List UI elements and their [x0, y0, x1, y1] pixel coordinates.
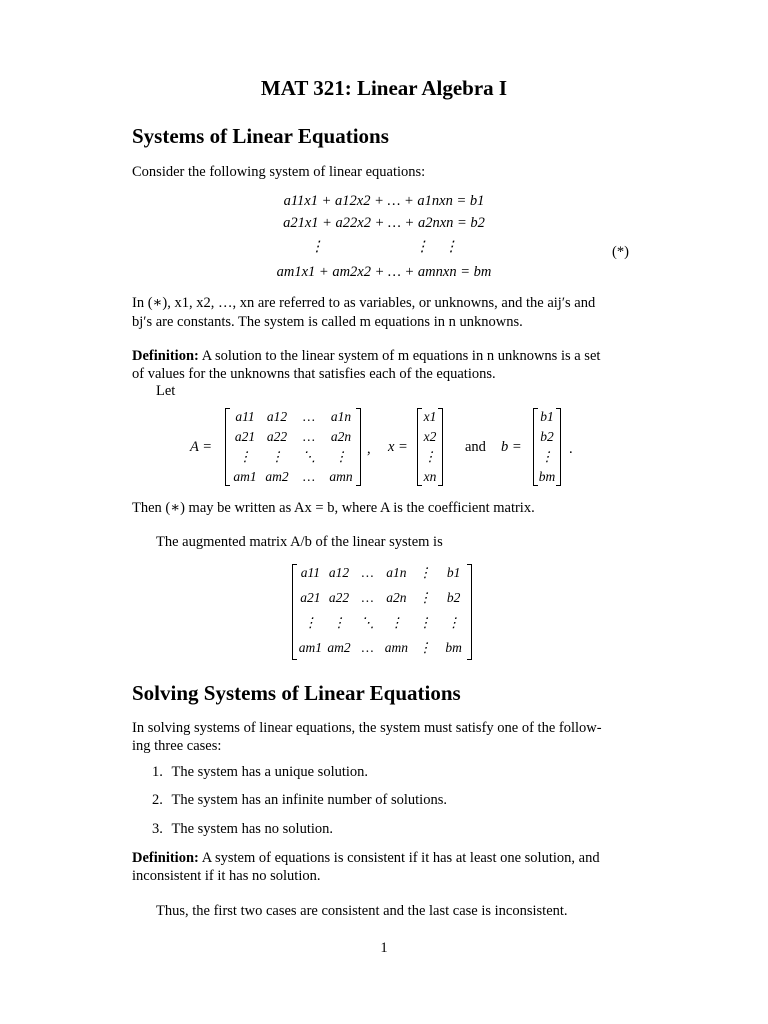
- definition-text: A solution to the linear system of m equations in n unknowns is a set: [201, 348, 601, 364]
- matrix-entry: a2n: [330, 429, 352, 444]
- page-title: MAT 321: Linear Algebra I: [260, 76, 508, 100]
- let-text: Let: [156, 383, 176, 399]
- matrix-entry: …: [302, 409, 315, 424]
- list-item: [152, 764, 368, 781]
- section-heading-systems: Systems of Linear Equations: [132, 124, 389, 148]
- list-item: [152, 821, 333, 838]
- matrix-entry: amn: [329, 469, 353, 484]
- list-item: [152, 792, 447, 809]
- augmented-matrix: [292, 564, 472, 660]
- definition-solution-line1: [132, 347, 638, 365]
- matrix-comma: ,: [367, 441, 371, 457]
- equation-row-2: a21x1 + a22x2 + … + a2nxn = b2: [283, 215, 485, 231]
- list-text: The system has no solution.: [171, 821, 334, 837]
- matrix-entry: x2: [423, 429, 437, 444]
- matrix-entry: x1: [423, 409, 437, 424]
- matrix-period: .: [569, 441, 573, 457]
- matrix-entry: a21: [234, 429, 256, 444]
- solving-intro-line2: ing three cases:: [132, 738, 222, 754]
- page-number: 1: [380, 940, 388, 956]
- list-number: 3.: [152, 821, 163, 837]
- matrix-entry: a11: [300, 565, 320, 580]
- matrix-entry: a21: [300, 590, 321, 605]
- intro-paragraph: Consider the following system of linear equations:: [132, 164, 426, 180]
- equation-row-1: a11x1 + a12x2 + … + a1nxn = b1: [283, 193, 485, 209]
- matrix-entry: ⋮: [334, 449, 348, 464]
- conclusion-paragraph: Thus, the first two cases are consistent and the last case is inconsistent.: [156, 903, 568, 919]
- matrix-entry: a2n: [386, 590, 407, 605]
- definition-consistent-line2: inconsistent if it has no solution.: [132, 868, 321, 884]
- matrix-entry: ⋮: [270, 449, 284, 464]
- matrix-entry: a11: [235, 409, 255, 424]
- matrix-entry: b2: [446, 590, 461, 605]
- matrix-entry: …: [361, 590, 374, 605]
- matrix-entry: a12: [266, 409, 288, 424]
- matrix-entry: bm: [445, 640, 462, 655]
- solving-intro-line1: In solving systems of linear equations, the system must satisfy one of the follow-: [132, 720, 602, 736]
- matrix-entry: a22: [266, 429, 288, 444]
- matrix-entry: ⋮: [303, 615, 318, 630]
- augmented-intro: The augmented matrix A/b of the linear system is: [156, 534, 443, 550]
- list-number: 1.: [152, 764, 163, 780]
- matrix-entry: a22: [328, 590, 350, 605]
- matrix-entry: ⋮: [332, 615, 346, 630]
- then-paragraph: Then (∗) may be written as Ax = b, where A is the coefficient matrix.: [132, 500, 535, 516]
- variables-paragraph-line1: In (∗), x1, x2, …, xn are referred to as variables, or unknowns, and the aij′s and: [132, 295, 596, 311]
- matrix-entry: xn: [423, 469, 437, 484]
- matrix-entry: am2: [265, 469, 289, 484]
- matrix-entry: am1: [298, 640, 322, 655]
- matrix-entry: ⋮: [446, 615, 461, 630]
- definition-consistent-line1: [132, 849, 638, 867]
- matrix-entry: ⋱: [360, 615, 375, 630]
- matrix-entry: …: [361, 565, 374, 580]
- equation-row-m: am1x1 + am2x2 + … + amnxn = bm: [276, 264, 492, 280]
- matrix-entry: …: [302, 469, 315, 484]
- matrix-entry: b1: [540, 409, 554, 424]
- matrix-entry: am2: [327, 640, 351, 655]
- matrix-entry: amn: [384, 640, 408, 655]
- matrix-entry: ⋮: [418, 640, 432, 655]
- matrix-entry: ⋱: [302, 449, 316, 464]
- list-text: The system has an infinite number of solutions.: [171, 792, 447, 808]
- matrix-entry: …: [361, 640, 374, 655]
- matrix-entry: bm: [538, 469, 556, 484]
- equation-row-dots: ⋮ ⋮ ⋮: [309, 239, 459, 255]
- matrix-entry: a1n: [330, 409, 352, 424]
- matrix-entry: a1n: [386, 565, 407, 580]
- list-text: The system has a unique solution.: [171, 764, 369, 780]
- matrix-entry: b2: [540, 429, 554, 444]
- and-text: and: [465, 439, 486, 455]
- vector-x-label: x =: [388, 439, 408, 455]
- equation-label: (*): [612, 244, 629, 260]
- matrix-entry: ⋮: [423, 449, 437, 464]
- variables-paragraph-line2: bj′s are constants. The system is called m equations in n unknowns.: [132, 314, 523, 330]
- definition-label: Definition:: [132, 348, 199, 364]
- vector-b: [533, 408, 561, 486]
- matrix-entry: a12: [328, 565, 350, 580]
- matrix-a-label: A =: [190, 439, 213, 455]
- matrix-entry: ⋮: [389, 615, 404, 630]
- vector-x: [417, 408, 443, 486]
- vector-b-label: b =: [501, 439, 522, 455]
- matrix-a: [225, 408, 361, 486]
- definition-text: A system of equations is consistent if it has at least one solution, and: [201, 850, 600, 866]
- matrix-entry: ⋮: [418, 565, 432, 580]
- definition-label: Definition:: [132, 850, 199, 866]
- matrix-entry: ⋮: [418, 615, 432, 630]
- matrix-entry: ⋮: [238, 449, 252, 464]
- list-number: 2.: [152, 792, 163, 808]
- matrix-entry: …: [302, 429, 315, 444]
- matrix-entry: am1: [233, 469, 257, 484]
- matrix-entry: b1: [446, 565, 461, 580]
- matrix-entry: ⋮: [540, 449, 554, 464]
- section-heading-solving: Solving Systems of Linear Equations: [132, 681, 461, 705]
- matrix-entry: ⋮: [418, 590, 432, 605]
- definition-solution-line2: of values for the unknowns that satisfies each of the equations.: [132, 366, 496, 382]
